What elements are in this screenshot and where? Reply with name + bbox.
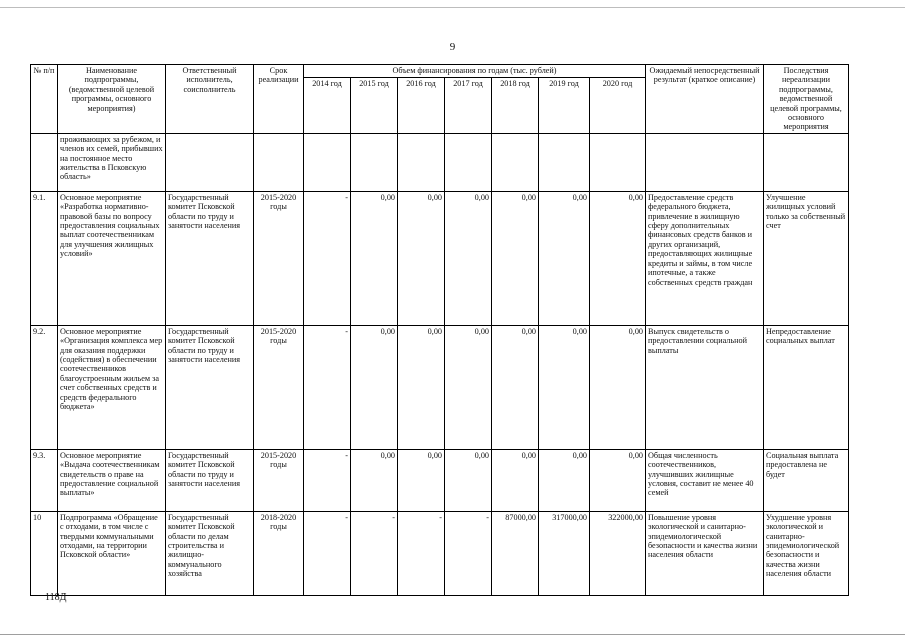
row-term: 2015-2020 годы: [254, 325, 304, 449]
value-cell: -: [351, 511, 398, 595]
row-consequence: Непредоставление социальных выплат: [764, 325, 849, 449]
header-year: 2014 год: [304, 78, 351, 134]
row-consequence: Социальная выплата предоставлена не будет: [764, 449, 849, 511]
scan-edge-bottom: [0, 634, 905, 635]
value-cell: -: [398, 511, 445, 595]
row-responsible: Государственный комитет Псковской области по труду и занятости населения: [166, 191, 254, 325]
value-cell: 0,00: [492, 449, 539, 511]
scan-edge-top: [0, 7, 905, 8]
table-row: [31, 449, 849, 511]
value-cell: 317000,00: [539, 511, 590, 595]
row-term: 2015-2020 годы: [254, 449, 304, 511]
program-table: [30, 64, 849, 596]
continuation-text: проживающих за рубежом, и членов их семей, прибывших на постоянное место жительства в Псковскую область»: [58, 133, 166, 191]
value-cell: 0,00: [590, 191, 646, 325]
value-cell: -: [445, 511, 492, 595]
value-cell: -: [304, 325, 351, 449]
row-result: Выпуск свидетельств о предоставлении социальной выплаты: [646, 325, 764, 449]
row-result: Повышение уровня экологической и санитарно-эпидемиологической безопасности и качества жизни населения области: [646, 511, 764, 595]
value-cell: 0,00: [445, 449, 492, 511]
value-cell: 0,00: [492, 191, 539, 325]
row-num: 9.1.: [31, 191, 58, 325]
value-cell: 0,00: [492, 325, 539, 449]
row-term: 2018-2020 годы: [254, 511, 304, 595]
page-number: 9: [449, 41, 456, 53]
header-year: 2016 год: [398, 78, 445, 134]
header-year: 2017 год: [445, 78, 492, 134]
row-name: Подпрограмма «Обращение с отходами, в том числе с твердыми коммунальными отходами, на территории Псковской области»: [58, 511, 166, 595]
row-name: Основное мероприятие «Выдача соотечественникам свидетельств о праве на предоставление социальной выплаты»: [58, 449, 166, 511]
row-name: Основное мероприятие «Разработка нормативно-правовой базы по вопросу предоставления социальных выплат соотечественникам для улучшения жилищных условий»: [58, 191, 166, 325]
header-result: Ожидаемый непосредственный результат (краткое описание): [646, 65, 764, 134]
table-row: [31, 133, 849, 191]
row-responsible: Государственный комитет Псковской области по делам строительства и жилищно-коммунального хозяйства: [166, 511, 254, 595]
header-num: № п/п: [31, 65, 58, 134]
row-responsible: Государственный комитет Псковской области по труду и занятости населения: [166, 449, 254, 511]
row-name: Основное мероприятие «Организация комплекса мер для оказания поддержки (содействия) в обеспечении соотечественников благоустроенным жильем за счет собственных средств и средств федерального бюджета»: [58, 325, 166, 449]
value-cell: 0,00: [351, 325, 398, 449]
table-row: [31, 191, 849, 325]
header-term: Срок реализации: [254, 65, 304, 134]
row-num: 9.2.: [31, 325, 58, 449]
value-cell: 0,00: [398, 325, 445, 449]
value-cell: 0,00: [539, 191, 590, 325]
value-cell: 87000,00: [492, 511, 539, 595]
row-result: Предоставление средств федерального бюджета, привлечение в жилищную сферу дополнительных финансовых средств банков и других организаций, предоставляющих жилищные кредиты и займы, в том числе ипотечные, а также собственных средств граждан: [646, 191, 764, 325]
row-result: Общая численность соотечественников, улучшивших жилищные условия, составит не менее 40 семей: [646, 449, 764, 511]
value-cell: -: [304, 191, 351, 325]
header-name: Наименование подпрограммы, (ведомственной целевой программы, основного мероприятия): [58, 65, 166, 134]
value-cell: -: [304, 511, 351, 595]
row-consequence: Улучшение жилищных условий только за собственный счет: [764, 191, 849, 325]
value-cell: 322000,00: [590, 511, 646, 595]
header-year: 2019 год: [539, 78, 590, 134]
value-cell: 0,00: [398, 191, 445, 325]
value-cell: -: [304, 449, 351, 511]
header-year: 2020 год: [590, 78, 646, 134]
table-row: [31, 325, 849, 449]
value-cell: 0,00: [445, 191, 492, 325]
value-cell: 0,00: [398, 449, 445, 511]
table-row: [31, 511, 849, 595]
value-cell: 0,00: [590, 325, 646, 449]
header-funding: Объем финансирования по годам (тыс. рублей): [304, 65, 646, 78]
header-consequences: Последствия нереализации подпрограммы, ведомственной целевой программы, основного мероприятия: [764, 65, 849, 134]
value-cell: 0,00: [351, 191, 398, 325]
header-responsible: Ответственный исполнитель, соисполнитель: [166, 65, 254, 134]
row-num: 10: [31, 511, 58, 595]
value-cell: 0,00: [539, 449, 590, 511]
value-cell: 0,00: [590, 449, 646, 511]
footer-code: 118Д: [45, 592, 67, 603]
row-consequence: Ухудшение уровня экологической и санитарно-эпидемиологической безопасности и качества жизни населения области: [764, 511, 849, 595]
header-year: 2018 год: [492, 78, 539, 134]
row-term: 2015-2020 годы: [254, 191, 304, 325]
value-cell: 0,00: [351, 449, 398, 511]
value-cell: 0,00: [445, 325, 492, 449]
header-year: 2015 год: [351, 78, 398, 134]
row-num: 9.3.: [31, 449, 58, 511]
value-cell: 0,00: [539, 325, 590, 449]
row-responsible: Государственный комитет Псковской области по труду и занятости населения: [166, 325, 254, 449]
